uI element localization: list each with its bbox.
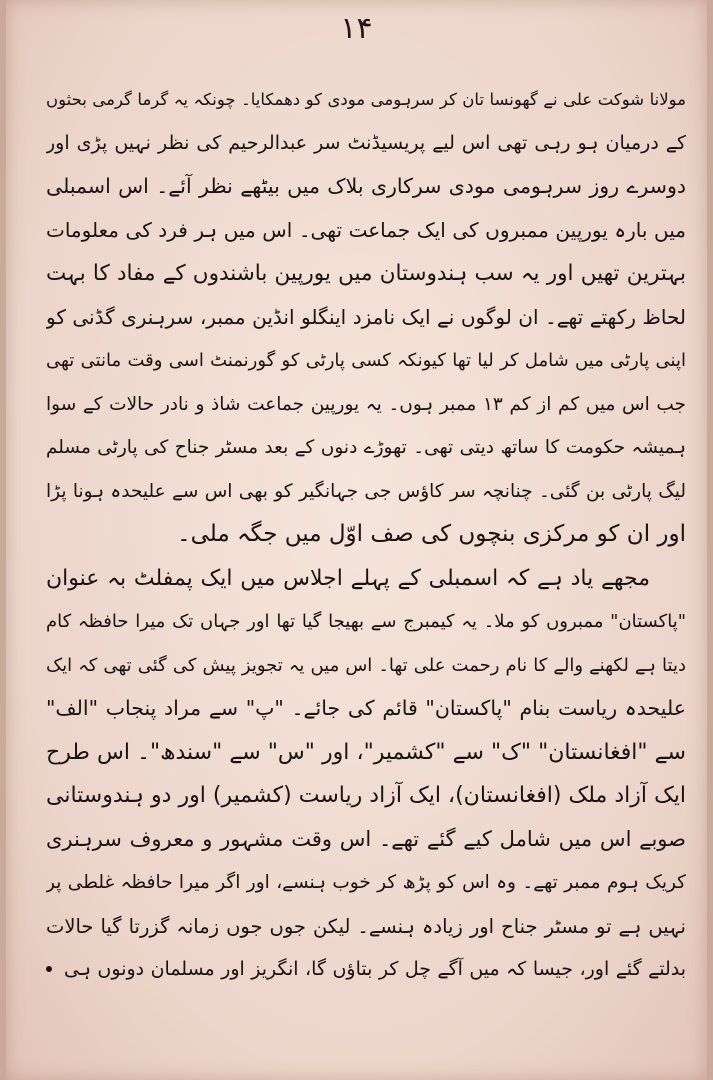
- text-line: اپنی پارٹی میں شامل کر لیا تھا کیونکہ کسی پارٹی کو گورنمنٹ اسی وقت مانتی تھی: [46, 350, 686, 371]
- text-line: اور ان کو مرکزی بنچوں کی صف اوّل میں جگہ ملی۔: [177, 521, 686, 547]
- text-line: نہیں ہے تو مسٹر جناح اور زیادہ ہنسے۔ لیکن جوں جوں زمانہ گزرتا گیا حالات: [46, 914, 686, 938]
- text-line: جب اس میں کم از کم ۱۳ ممبر ہوں۔ یہ یورپین جماعت شاذ و نادر حالات کے سوا: [46, 393, 686, 415]
- text-line: لحاظ رکھتے تھے۔ ان لوگوں نے ایک نامزد اینگلو انڈین ممبر، سرہنری گڈنی کو: [46, 304, 686, 329]
- text-line: مولانا شوکت علی نے گھونسا تان کر سرہومی مودی کو دھمکایا۔ چونکہ یہ گرما گرمی بحثوں: [46, 90, 686, 109]
- text-line: دوسرے روز سرہومی مودی سرکاری بلاک میں بیٹھے نظر آئے۔ اس اسمبلی: [46, 174, 686, 198]
- paragraph-start-line: مجھے یاد ہے کہ اسمبلی کے پہلے اجلاس میں ایک پمفلٹ بہ عنوان: [46, 565, 650, 591]
- text-line: "پاکستان" ممبروں کو ملا۔ یہ کیمبرج سے بھیجا گیا تھا اور جہاں تک میرا حافظہ کام: [46, 611, 686, 632]
- text-line: ایک آزاد ملک (افغانستان)، ایک آزاد ریاست (کشمیر) اور دو ہندوستانی: [46, 783, 686, 808]
- page-number: ۱۴: [340, 11, 373, 46]
- text-line: بہترین تھیں اور یہ سب ہندوستان میں یورپین باشندوں کے مفاد کا بہت: [46, 261, 686, 286]
- text-line: میں بارہ یورپین ممبروں کی ایک جماعت تھی۔ اس میں ہر فرد کی معلومات: [46, 217, 686, 242]
- text-line: بدلتے گئے اور، جیسا کہ میں آگے چل کر بتاؤں گا، انگریز اور مسلمان دونوں ہی: [46, 948, 686, 992]
- book-page: [6, 0, 707, 1080]
- text-line: سے "افغانستان" "ک" سے "کشمیر"، اور "س" سے "سندھ"۔ اس طرح: [46, 739, 686, 765]
- text-line: ہمیشہ حکومت کا ساتھ دیتی تھی۔ تھوڑے دنوں کے بعد مسٹر جناح کی پارٹی مسلم: [46, 437, 686, 458]
- page-text: [46, 78, 686, 992]
- text-line: دیتا ہے لکھنے والے کا نام رحمت علی تھا۔ اس میں یہ تجویز پیش کی گئی تھی کہ ایک: [46, 654, 686, 676]
- text-line: علیحدہ ریاست بنام "پاکستان" قائم کی جائے۔ "پ" سے مراد پنجاب "الف": [46, 696, 686, 720]
- text-line: صوبے اس میں شامل کیے گئے تھے۔ اس وقت مشہور و معروف سرہنری: [46, 826, 686, 851]
- text-line: کریک ہوم ممبر تھے۔ وہ اس کو پڑھ کر خوب ہنسے، اور اگر میرا حافظہ غلطی پر: [46, 872, 686, 893]
- text-line: کے درمیان ہو رہی تھی اس لیے پریسیڈنٹ سر عبدالرحیم کی نظر نہیں پڑی اور: [46, 131, 686, 154]
- text-line: لیگ پارٹی بن گئی۔ چنانچہ سر کاؤس جی جہانگیر کو بھی اس سے علیحدہ ہونا پڑا: [46, 480, 686, 502]
